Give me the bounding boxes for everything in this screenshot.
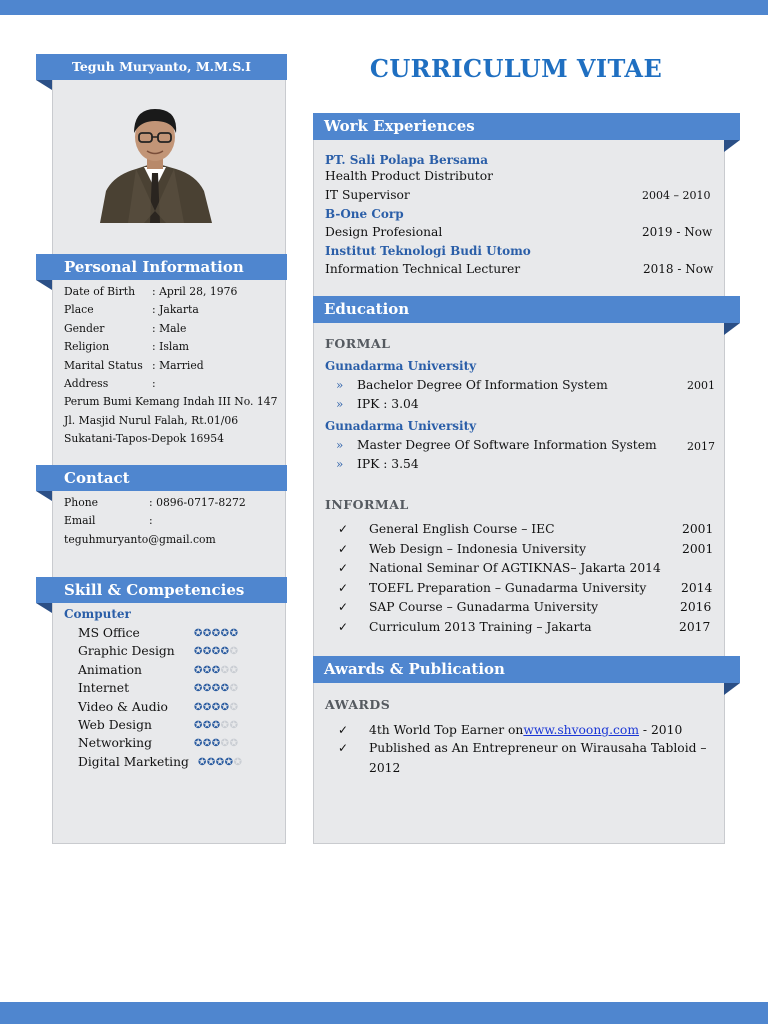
star-icon: ✪: [202, 628, 212, 639]
personal-info-heading: Personal Information: [36, 254, 287, 280]
skill-rating: [194, 720, 238, 731]
star-icon: ✪: [220, 628, 230, 639]
star-icon: ✪: [211, 664, 221, 676]
award-item-1: ✓ 4th World Top Earner onwww.shvoong.com - 2010: [338, 723, 683, 737]
pi-row-place: Place : Jakarta: [64, 303, 199, 316]
star-icon: ✪: [229, 701, 239, 713]
pi-row-dob: Date of Birth : April 28, 1976: [64, 285, 238, 298]
informal-label: INFORMAL: [325, 497, 409, 512]
pi-row-religion: Religion : Islam: [64, 340, 190, 353]
informal-item: [338, 620, 592, 634]
star-icon: ✪: [215, 756, 225, 768]
check-icon: ✓: [338, 619, 349, 634]
informal-item: [338, 561, 661, 575]
star-icon: ✪: [198, 756, 207, 768]
skill-name: MS Office: [78, 626, 140, 640]
star-icon: ✪: [211, 738, 221, 750]
star-icon: ✪: [224, 756, 234, 768]
skill-row: [78, 736, 152, 750]
star-icon: ✪: [202, 738, 212, 750]
pi-row-address: Address :: [64, 377, 156, 390]
contact-heading-fold: [36, 491, 52, 501]
uni2-ipk: » IPK : 3.54: [336, 457, 419, 471]
skill-name: Animation: [78, 662, 142, 677]
star-icon: ✪: [211, 628, 221, 639]
star-icon: ✪: [202, 683, 212, 695]
skill-row: [78, 626, 140, 640]
skill-row: [78, 681, 129, 695]
star-icon: ✪: [220, 701, 230, 713]
star-icon: ✪: [194, 628, 203, 639]
double-chevron-icon: »: [336, 397, 344, 411]
star-icon: ✪: [229, 720, 239, 731]
star-icon: ✪: [194, 646, 203, 658]
skill-rating: [194, 683, 238, 694]
informal-item-text: National Seminar Of AGTIKNAS– Jakarta 2014: [369, 561, 661, 575]
uni2-degree: » Master Degree Of Software Information System: [336, 438, 657, 452]
skill-row: [78, 755, 189, 769]
check-icon: ✓: [338, 541, 349, 556]
work-heading-fold: [724, 140, 740, 152]
star-icon: ✪: [202, 720, 212, 731]
name-banner-fold: [36, 80, 52, 90]
star-icon: ✪: [194, 738, 203, 750]
star-icon: ✪: [229, 628, 239, 639]
check-icon: ✓: [338, 723, 349, 737]
star-icon: ✪: [229, 646, 239, 658]
company-2-years: 2019 - Now: [642, 225, 713, 239]
star-icon: ✪: [229, 738, 239, 750]
work-heading: Work Experiences: [313, 113, 740, 140]
star-icon: ✪: [211, 646, 221, 658]
double-chevron-icon: »: [336, 438, 344, 452]
informal-item-text: Curriculum 2013 Training – Jakarta: [369, 619, 592, 634]
informal-item: [338, 600, 598, 614]
star-icon: ✪: [202, 701, 212, 713]
company-1-years: 2004 – 2010: [642, 189, 711, 202]
contact-phone: Phone : 0896-0717-8272: [64, 496, 246, 509]
skill-rating: [194, 628, 238, 639]
skill-category: Computer: [64, 607, 131, 621]
company-2-role: Design Profesional: [325, 225, 443, 239]
informal-item: [338, 542, 586, 556]
uni1-year: 2001: [687, 379, 715, 392]
awards-heading-fold: [724, 683, 740, 695]
skill-name: Video & Audio: [78, 699, 168, 714]
star-icon: ✪: [194, 701, 203, 713]
skill-rating: [194, 738, 238, 749]
address-line-3: Sukatani-Tapos-Depok 16954: [64, 432, 224, 445]
skill-rating: [194, 665, 238, 676]
skills-heading: Skill & Competencies: [36, 577, 287, 603]
awards-label: AWARDS: [325, 697, 391, 712]
personal-heading-fold: [36, 280, 52, 290]
star-icon: ✪: [220, 646, 230, 658]
pi-row-marital: Marital Status : Married: [64, 359, 204, 372]
skill-name: Graphic Design: [78, 644, 175, 659]
skill-row: [78, 700, 168, 714]
star-icon: ✪: [233, 756, 243, 768]
company-3-role: Information Technical Lecturer: [325, 262, 521, 276]
star-icon: ✪: [220, 664, 230, 676]
star-icon: ✪: [220, 720, 230, 731]
skill-row: [78, 718, 152, 732]
page-title: CURRICULUM VITAE: [369, 54, 663, 83]
informal-item-year: 2017: [679, 619, 711, 634]
company-1-desc: Health Product Distributor: [325, 169, 493, 183]
informal-item: [338, 522, 555, 536]
informal-item-year: 2014: [681, 580, 713, 595]
top-accent-bar: [0, 0, 768, 15]
star-icon: ✪: [229, 664, 239, 676]
skill-rating: [194, 646, 238, 657]
double-chevron-icon: »: [336, 378, 344, 392]
informal-item-year: 2001: [682, 522, 714, 536]
pi-row-gender: Gender : Male: [64, 322, 187, 335]
star-icon: ✪: [229, 683, 239, 695]
education-heading: Education: [313, 296, 740, 323]
star-icon: ✪: [211, 701, 221, 713]
star-icon: ✪: [211, 720, 221, 731]
informal-item-text: TOEFL Preparation – Gunadarma University: [369, 580, 647, 595]
company-3-years: 2018 - Now: [643, 262, 714, 276]
address-line-2: Jl. Masjid Nurul Falah, Rt.01/06: [64, 414, 239, 427]
contact-email: Email :: [64, 514, 153, 527]
check-icon: ✓: [338, 561, 349, 575]
award-item-2-cont: 2012: [369, 761, 401, 775]
informal-item: [338, 581, 646, 595]
uni1-ipk: » IPK : 3.04: [336, 397, 419, 411]
university-1: Gunadarma University: [325, 359, 477, 373]
skill-name: Networking: [78, 736, 152, 751]
company-1: PT. Sali Polapa Bersama: [325, 153, 488, 167]
informal-item-year: 2016: [680, 600, 712, 614]
contact-email-address: teguhmuryanto@gmail.com: [64, 533, 216, 546]
company-3: Institut Teknologi Budi Utomo: [325, 244, 531, 258]
check-icon: ✓: [338, 522, 349, 536]
contact-heading: Contact: [36, 465, 287, 491]
person-name: Teguh Muryanto, M.M.S.I: [71, 59, 252, 74]
company-2: B-One Corp: [325, 207, 404, 221]
skill-row: [78, 663, 142, 677]
skill-name: Digital Marketing: [78, 754, 189, 769]
uni2-year: 2017: [687, 440, 715, 453]
skill-rating: [194, 702, 238, 713]
check-icon: ✓: [338, 741, 349, 755]
informal-item-text: General English Course – IEC: [369, 522, 555, 536]
education-heading-fold: [724, 323, 740, 335]
double-chevron-icon: »: [336, 457, 344, 471]
star-icon: ✪: [220, 683, 230, 695]
star-icon: ✪: [211, 683, 221, 695]
skill-row: [78, 644, 175, 658]
award-item-2: ✓ Published as An Entrepreneur on Wirausaha Tabloid –: [338, 741, 707, 755]
uni1-degree: » Bachelor Degree Of Information System: [336, 378, 608, 392]
company-1-role: IT Supervisor: [325, 188, 410, 202]
skill-name: Web Design: [78, 718, 152, 732]
star-icon: ✪: [220, 738, 230, 750]
star-icon: ✪: [206, 756, 216, 768]
shvoong-link[interactable]: www.shvoong.com: [523, 723, 639, 737]
informal-item-text: Web Design – Indonesia University: [369, 541, 587, 556]
formal-label: FORMAL: [325, 336, 391, 351]
awards-heading: Awards & Publication: [313, 656, 740, 683]
star-icon: ✪: [194, 720, 203, 731]
profile-photo: [92, 103, 218, 223]
star-icon: ✪: [194, 664, 203, 676]
skill-name: Internet: [78, 681, 130, 696]
name-banner: [36, 54, 287, 80]
address-line-1: Perum Bumi Kemang Indah III No. 147: [64, 395, 278, 408]
star-icon: ✪: [194, 683, 203, 695]
informal-item-text: SAP Course – Gunadarma University: [369, 600, 599, 614]
skill-rating: [198, 757, 242, 768]
star-icon: ✪: [202, 664, 212, 676]
check-icon: ✓: [338, 600, 349, 614]
informal-item-year: 2001: [682, 541, 714, 556]
star-icon: ✪: [202, 646, 212, 658]
skills-heading-fold: [36, 603, 52, 613]
check-icon: ✓: [338, 580, 349, 595]
bottom-accent-bar: [0, 1002, 768, 1024]
university-2: Gunadarma University: [325, 419, 477, 433]
